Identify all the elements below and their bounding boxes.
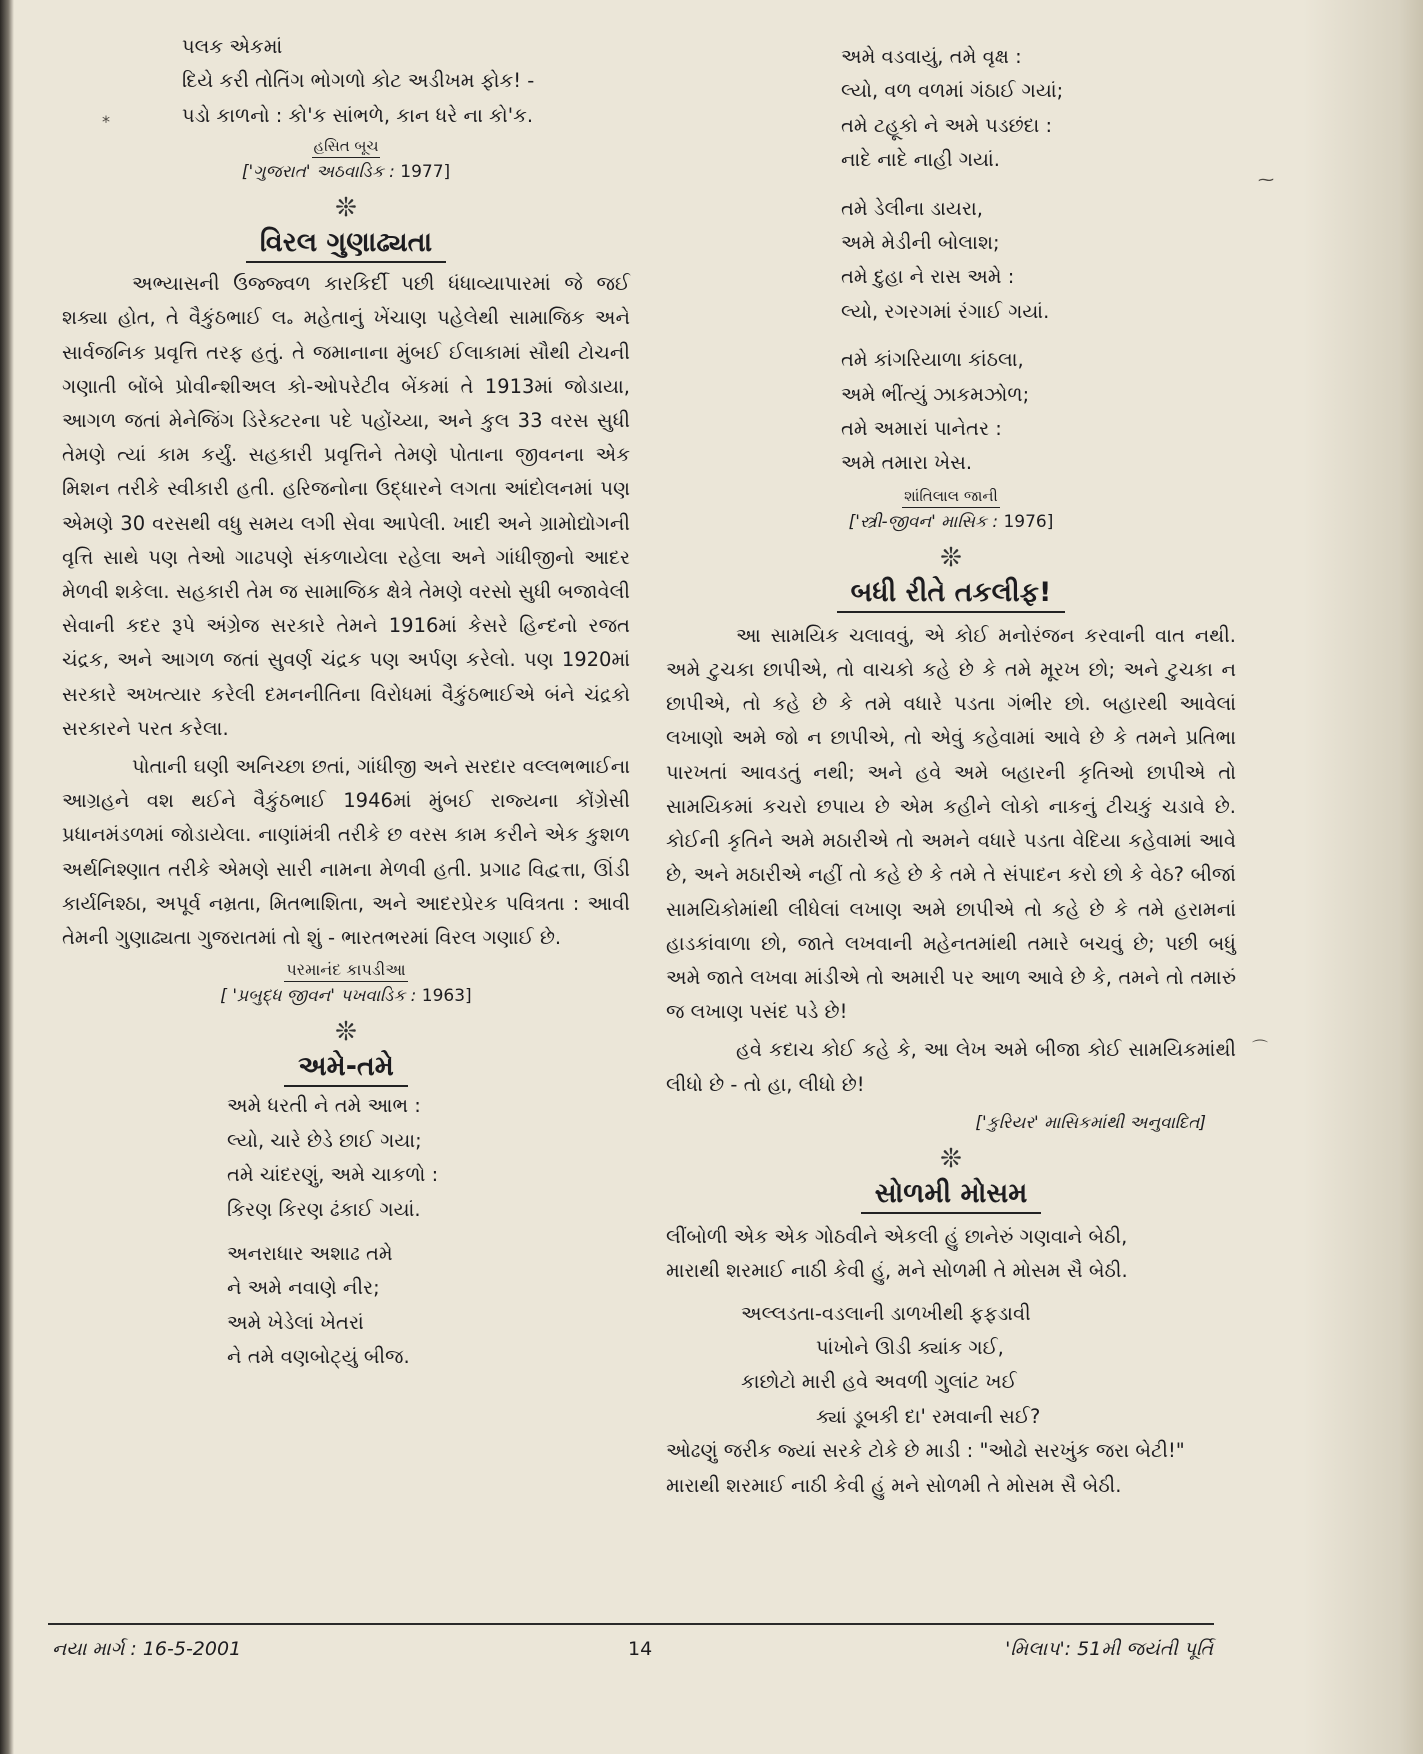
poem-stanza (666, 192, 1236, 330)
poem-line: તમે અમારાં પાનેતર : (841, 417, 1002, 441)
ornament-icon: ❊ (940, 542, 962, 573)
poem-stanza (666, 343, 1236, 481)
poem-line: તમે ટહૂકો ને અમે પડછંદા : (841, 113, 1053, 137)
page-number: 14 (628, 1638, 653, 1660)
poem-line: કિરણ કિરણ ઢંકાઈ ગયાં. (227, 1197, 421, 1221)
source-citation: [ 'પ્રબુદ્ધ જીવન' પખવાડિક : 1963] (220, 986, 472, 1007)
poem-line: તમે ડેલીના ડાયરા, (841, 196, 983, 220)
article-badhi-rite-taklif (666, 575, 1236, 1138)
poem-line: લીંબોળી એક એક ગોઠવીને એકલી હું છાનેરું ગણવાને બેઠી, (666, 1224, 1128, 1248)
poem-line: ક્યાં ડૂબકી દા' રમવાની સઈ? (816, 1404, 1041, 1428)
article-ame-tame (62, 1049, 630, 1374)
poem-line: ઓઢણું જરીક જ્યાં સરકે ટોકે છે માડી : "ઓઢો સરખુંક જરા બેટી!" (666, 1439, 1185, 1463)
ornament-icon: ❊ (940, 1143, 962, 1174)
article-paragraph: હવે કદાચ કોઈ કહે કે, આ લેખ અમે બીજા કોઈ સામયિકમાંથી લીધો છે - તો હા, લીધો છે! (666, 1038, 1236, 1096)
poem-line: દિયે કરી તોતિંગ ભોગળો કોટ અડીખમ ફોક! - (182, 69, 535, 93)
poem-line: કાછોટો મારી હવે અવળી ગુલાંટ ખઈ (741, 1370, 1017, 1394)
poem-line: તમે દુહા ને રાસ અમે : (841, 265, 1015, 289)
poem-line: અમે ધરતી ને તમે આભ : (227, 1094, 421, 1118)
poem-line: ને અમે નવાણે નીર; (227, 1276, 380, 1300)
ink-speck-icon: * (102, 112, 110, 131)
poem-stanza (666, 40, 1236, 178)
top-poem (62, 30, 630, 133)
article-paragraph: પોતાની ઘણી અનિચ્છા છતાં, ગાંધીજી અને સરદાર વલ્લભભાઈના આગ્રહને વશ થઈને વૈકુંઠભાઈ 1946માં મુંબઈ રાજ્યના કોંગ્રેસી પ્રધાનમંડળમાં જોડાયેલા. નાણાંમંત્રી તરીકે છ વરસ કામ કરીને એક કુશળ અર્થનિશ્ણાત તરીકે એમણે સારી નામના મેળવી હતી. પ્રગાઢ વિદ્વત્તા, ઊંડી કાર્યનિશ્ઠા, અપૂર્વ નમ્રતા, મિતભાશિતા, અને આદરપ્રેરક પવિત્રતા : આવી તેમની ગુણાઢ્યતા ગુજરાતમાં તો શું - ભારતભરમાં વિરલ ગણાઈ છે. (62, 755, 630, 950)
author-name: હસિત બૂચ (62, 135, 630, 157)
poem-line: મારાથી શરમાઈ નાઠી કેવી હું મને સોળમી તે મોસમ સૈ બેઠી. (666, 1473, 1122, 1497)
author-name: પરમાનંદ કાપડીઆ (62, 959, 630, 981)
poem-line: અલ્લડતા-વડલાની ડાળખીથી ફફડાવી (741, 1301, 1031, 1325)
ink-speck-icon: ⌒ (1252, 1038, 1269, 1057)
ornament-icon: ❊ (335, 193, 357, 224)
author-name: શાંતિલાલ જાની (666, 485, 1236, 507)
poem-line: અમે ભીંત્યું ઝાકમઝોળ; (841, 382, 1030, 406)
poem-line: મારાથી શરમાઈ નાઠી કેવી હું, મને સોળમી તે મોસમ સૈ બેઠી. (666, 1259, 1128, 1283)
footer-supplement: 'મિલાપ': 51મી જયંતી પૂર્તિ (1005, 1638, 1213, 1660)
article-title: સોળમી મોસમ (666, 1176, 1236, 1212)
poem-line: પલક એકમાં (182, 35, 283, 58)
ornament-icon: ❊ (335, 1017, 357, 1048)
poem-line: અનરાધાર અશાઢ તમે (227, 1241, 393, 1265)
poem-line: અમે મેડીની બોલાશ; (841, 231, 1000, 255)
poem-line: પડો કાળનો : કો'ક સાંભળે, કાન ધરે ના કો'ક. (182, 103, 534, 127)
poem-line: નાદે નાદે નાહી ગયાં. (841, 148, 1000, 172)
source-citation: ['સ્ત્રી-જીવન' માસિક : 1976] (848, 511, 1054, 532)
poem-line: લ્યો, ચારે છેડે છાઈ ગયા; (227, 1128, 422, 1152)
article-title: વિરલ ગુણાઢ્યતા (62, 225, 630, 261)
poem-line: લ્યો, વળ વળમાં ગંઠાઈ ગયાં; (841, 79, 1064, 103)
source-citation: ['ગુજરાત' અઠવાડિક : 1977] (241, 162, 451, 183)
poem-line: અમે તમારા ખેસ. (841, 451, 973, 475)
poem-line: તમે કાંગરિયાળા કાંઠલા, (841, 348, 1024, 372)
poem-line: ને તમે વણબોટ્યું બીજ. (227, 1345, 410, 1369)
article-title: અમે-તમે (62, 1049, 630, 1085)
article-viral-gunadhyata (62, 225, 630, 1011)
ink-speck-icon: ⁓ (1258, 170, 1274, 189)
article-title: બધી રીતે તકલીફ! (666, 575, 1236, 611)
poem-line: લ્યો, રગરગમાં રંગાઈ ગયાં. (841, 299, 1050, 323)
left-column (62, 30, 630, 1375)
poem-line: અમે વડવાયું, તમે વૃક્ષ : (841, 45, 1022, 68)
poem-line: પાંખોને ઊડી ક્યાંક ગઈ, (816, 1335, 1004, 1359)
poem-stanza (62, 1089, 630, 1227)
source-citation: ['કુરિયર' માસિકમાંથી અનુવાદિત] (975, 1112, 1206, 1133)
footer-divider (48, 1623, 1214, 1625)
poem-stanza (62, 1237, 630, 1375)
poem-line: તમે ચાંદરણું, અમે ચાકળો : (227, 1163, 439, 1187)
poem-line: અમે ખેડેલાં ખેતરાં (227, 1310, 364, 1334)
article-solmi-mosam (666, 1176, 1236, 1503)
footer-publication: નયા માર્ગ : 16-5-2001 (52, 1638, 242, 1660)
right-column (666, 40, 1236, 1503)
article-paragraph: આ સામયિક ચલાવવું, એ કોઈ મનોરંજન કરવાની વાત નથી. અમે ટુચકા છાપીએ, તો વાચકો કહે છે કે તમે મૂરખ છો; અને ટુચકા ન છાપીએ, તો કહે છે કે તમે વધારે પડતા ગંભીર છો. બહારથી આવેલાં લખાણો અમે જો ન છાપીએ, તો એવું કહેવામાં આવે છે કે તમને પ્રતિભા પારખતાં આવડતું નથી; અને હવે અમે બહારની કૃતિઓ છાપીએ તો સામયિકમાં કચરો છપાય છે એમ કહીને લોકો નાકનું ટીચકું ચડાવે છે. કોઈની કૃતિને અમે મઠારીએ તો અમને વધારે પડતા વેદિયા કહેવામાં આવે છે, અને મઠારીએ નહીં તો કહે છે કે તમે તે સંપાદન કરો છો કે વેઠ? બીજાં સામયિકોમાંથી લીધેલાં લખાણ અમે છાપીએ તો કહે છે કે તમે હરામનાં હાડકાંવાળા છો, જાતે લખવાની મહેનતમાંથી તમારે બચવું છે; પછી બધું અમે જાતે લખવા માંડીએ તો અમારી પર આળ આવે છે કે, તમને તો તમારું જ લખાણ પસંદ પડે છે! (666, 623, 1236, 1024)
article-paragraph: અભ્યાસની ઉજ્જ્વળ કારકિર્દી પછી ધંધાવ્યાપારમાં જે જઈ શક્યા હોત, તે વૈકુંઠભાઈ લ૰ મહેતાનું ખેંચાણ પહેલેથી સામાજિક અને સાર્વજનિક પ્રવૃત્તિ તરફ હતું. તે જમાનાના મુંબઈ ઈલાકામાં સૌથી ટોચની ગણાતી બોંબે પ્રોવીન્શીઅલ કો-ઓપરેટીવ બેંકમાં તે 1913માં જોડાયા, આગળ જતાં મેનેજિંગ ડિરેક્ટરના પદે પહોંચ્યા, અને કુલ 33 વરસ સુધી તેમણે ત્યાં કામ કર્યું. સહકારી પ્રવૃત્તિને તેમણે પોતાના જીવનના એક મિશન તરીકે સ્વીકારી હતી. હરિજનોના ઉદ્ધારને લગતા આંદોલનમાં પણ એમણે 30 વરસથી વધુ સમય લગી સેવા આપેલી. ખાદી અને ગ્રામોદ્યોગની વૃત્તિ સાથે પણ તેઓ ગાઢપણે સંકળાયેલા રહેલા અને ગાંધીજીનો આદર મેળવી શકેલા. સહકારી તેમ જ સામાજિક ક્ષેત્રે તેમણે વરસો સુધી બજાવેલી સેવાની કદર રૂપે અંગ્રેજ સરકારે તેમને 1916માં કેસરે હિન્દનો રજત ચંદ્રક, અને આગળ જતાં સુવર્ણ ચંદ્રક પણ અર્પણ કરેલો. પણ 1920માં સરકારે અખત્યાર કરેલી દમનનીતિના વિરોધમાં વૈકુંઠભાઈએ બંને ચંદ્રકો સરકારને પરત કરેલા. (62, 272, 630, 740)
